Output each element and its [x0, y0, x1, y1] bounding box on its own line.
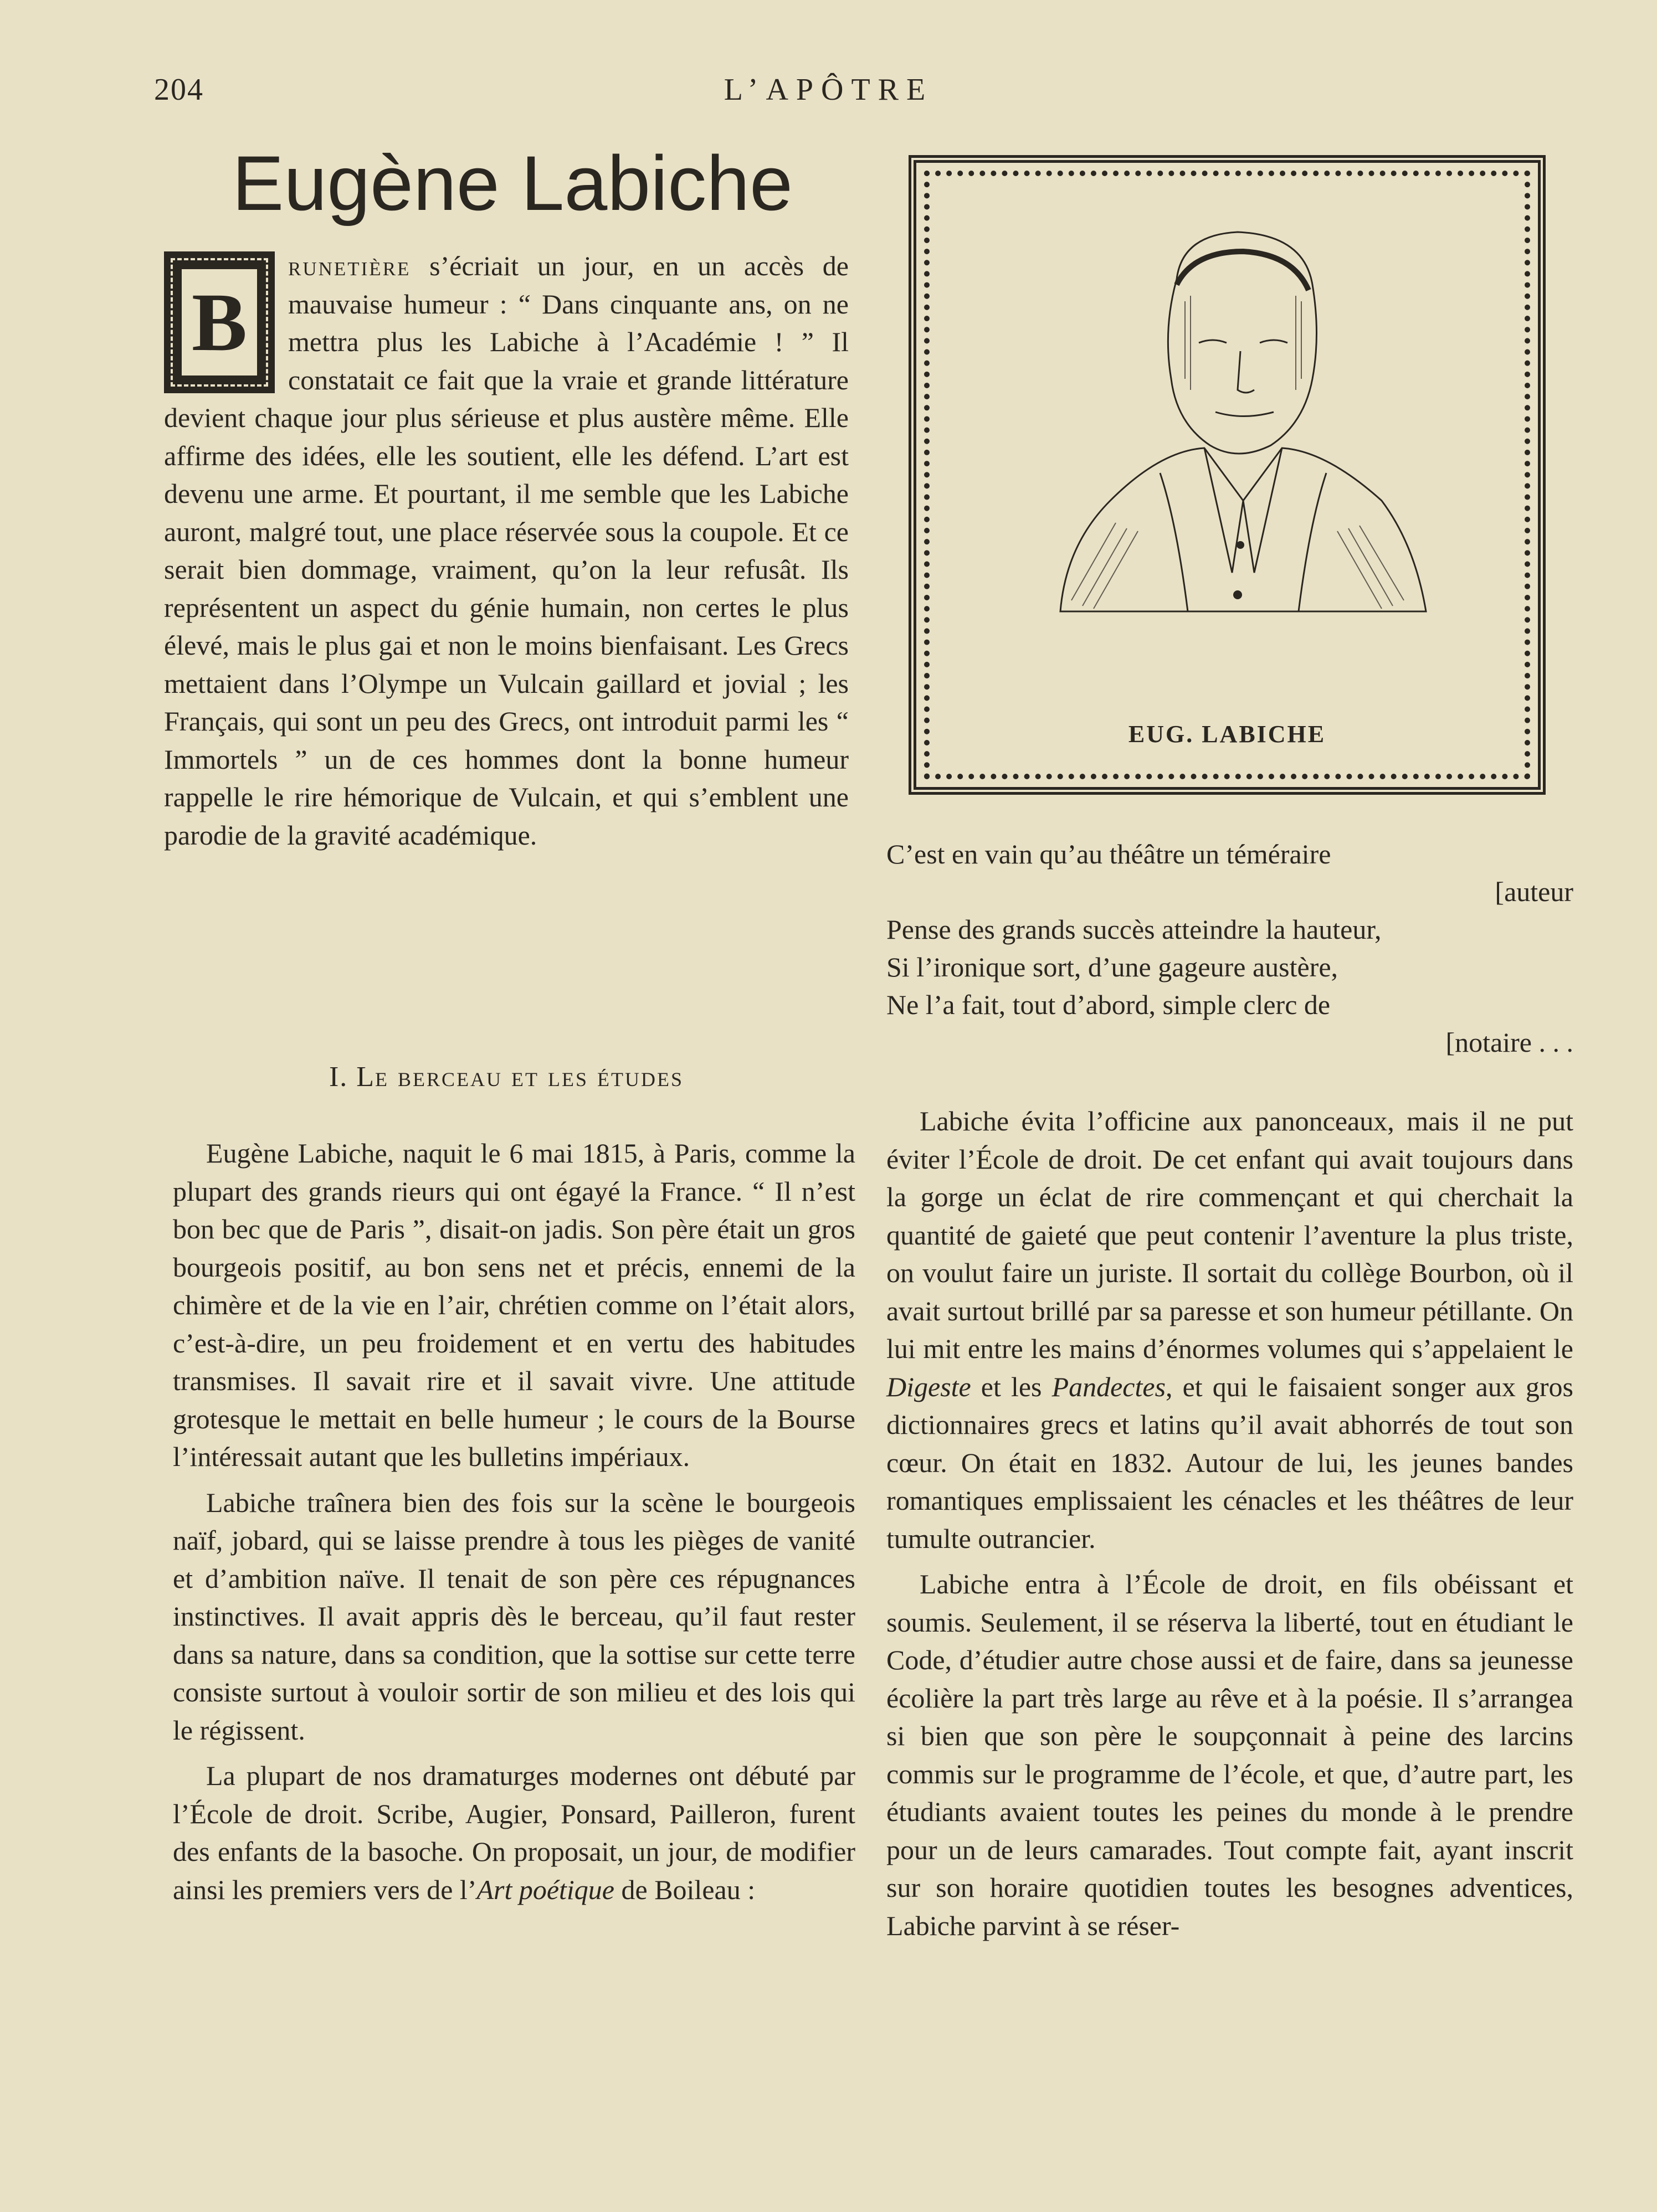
p1-text-c: , et qui le faisaient songer aux gros dictionnaires grecs et latins qu’il avait abhorrés de tout son cœur. On était en 1832. Autour de lui, les jeunes bandes romantiques emplissaient les cénacles et les théâtres de leur tumulte outrancier. [886, 1371, 1573, 1554]
p1-italic-digeste: Digeste [886, 1371, 971, 1402]
paragraph-obedient-son: Labiche entra à l’École de droit, en fils obéissant et soumis. Seulement, il se réserva la liberté, tout en étudiant le Code, d’étudier autre chose aussi et de faire, dans sa jeunesse écolière la part très large au rêve et à la poésie. Il s’arrangea si bien que son père le soupçonnait à peine des larcins commis sur le programme de l’école, et que, d’autre part, les étudiants avaient toutes les peines du monde à le prendre pour un de leurs camarades. Tout compte fait, ayant inscrit sur son horaire quotidien toutes les besognes adventices, Labiche parvint à se réser- [886, 1568, 1573, 1941]
right-column [886, 1102, 1573, 1944]
paragraph-law-school [886, 1102, 1573, 1557]
poem-line-3: Si l’ironique sort, d’une gageure austère, [886, 951, 1338, 982]
poem-line-4: Ne l’a fait, tout d’abord, simple clerc de [886, 989, 1331, 1020]
paragraph-birth: Eugène Labiche, naquit le 6 mai 1815, à Paris, comme la plupart des grands rieurs qui ont égayé la France. “ Il n’est bon bec que de Paris ”, disait-on jadis. Son père était un gros bourgeois positif, au bon sens net et précis, ennemi de la chimère et de la vie en l’air, chrétien comme on l’était alors, c’est-à-dire, un peu froidement et en vertu des habitudes transmises. Il savait rire et il savait vivre. Une attitude grotesque le mettait en belle humeur ; le cours de la Bourse l’intéressait autant que les bulletins impériaux. [173, 1138, 855, 1472]
section-numeral: I. [329, 1061, 357, 1093]
portrait-caption: EUG. LABICHE [1128, 721, 1326, 748]
para3-end: de Boileau : [614, 1874, 756, 1905]
section-initial: L [356, 1061, 376, 1093]
portrait-frame [909, 155, 1546, 795]
paragraph-bourgeois: Labiche traînera bien des fois sur la scène le bourgeois naïf, jobard, qui se laisse prendre à tous les pièges de vanité et d’ambition naïve. Il tenait de son père ces répugnances instinctives. Il avait appris dès le berceau, qu’il faut rester dans sa nature, dans sa condition, que la sottise sur cette terre consiste surtout à vouloir sortir de son milieu et des lois qui le régissent. [173, 1486, 855, 1746]
coat-button [1233, 590, 1242, 599]
page-header [154, 72, 1503, 111]
ornamental-dropcap [164, 251, 275, 393]
intro-smallcaps: runetière [288, 250, 411, 281]
para3-italic: Art poétique [476, 1874, 614, 1905]
poem-line-1-cont: [auteur [1495, 876, 1573, 907]
intro-column [164, 247, 849, 854]
poem-quote [886, 835, 1573, 1061]
article-title: Eugène Labiche [232, 140, 793, 227]
section-rest: e berceau et les études [375, 1061, 684, 1093]
poem-line-2: Pense des grands succès atteindre la hauteur, [886, 914, 1382, 945]
page-number: 204 [154, 73, 204, 107]
intro-text: s’écriait un jour, en un accès de mauvaise humeur : “ Dans cinquante ans, on ne mettra plus les Labiche à l’Académie ! ” Il constatait ce fait que la vraie et grande littérature devient chaque jour plus sérieuse et plus austère même. Elle affirme des idées, elle les soutient, elle les défend. L’art est devenu une arme. Et pourtant, il me semble que les Labiche auront, malgré tout, une place réservée sous la coupole. Et ce serait bien dommage, vraiment, qu’on la leur refusât. Ils représentent un aspect du génie humain, non certes le plus élevé, mais le plus gai et non le moins bienfaisant. Les Grecs mettaient dans l’Olympe un Vulcain gaillard et jovial ; les Français, qui sont un peu des Grecs, ont introduit parmi les “ Immortels ” un de ces hommes dont la bonne humeur rappelle le rire hémorique de Vulcain, et qui s’emblent une parodie de la gravité académique. [164, 250, 849, 851]
poem-line-1: C’est en vain qu’au théâtre un téméraire [886, 838, 1331, 870]
paragraph-dramaturges [173, 1757, 855, 1909]
section-heading [164, 1061, 849, 1093]
poem-line-4-cont: [notaire . . . [1445, 1027, 1573, 1058]
para3-text: La plupart de nos dramaturges modernes ont débuté par l’École de droit. Scribe, Augier, Ponsard, Pailleron, furent des enfants de la basoche. On proposait, un jour, de modifier ainsi les premiers vers de l’ [173, 1760, 855, 1905]
left-column [173, 1134, 855, 1909]
p1-text-a: Labiche évita l’officine aux panonceaux, mais il ne put éviter l’École de droit. De cet enfant qui avait toujours dans la gorge un éclat de rire commençant et qui cherchait la quantité de gaieté que peut contenir l’aventure la plus triste, on voulut faire un juriste. Il sortait du collège Bourbon, où il avait surtout brillé par sa paresse et son humeur pétillante. On lui mit entre les mains d’énormes volumes qui s’appelaient le [886, 1105, 1573, 1364]
portrait-engraving [994, 213, 1476, 678]
running-title: L’APÔTRE [724, 73, 933, 107]
p1-text-b: et les [971, 1371, 1052, 1402]
p1-italic-pandectes: Pandectes [1051, 1371, 1166, 1402]
dropcap-letter: B [191, 276, 248, 368]
